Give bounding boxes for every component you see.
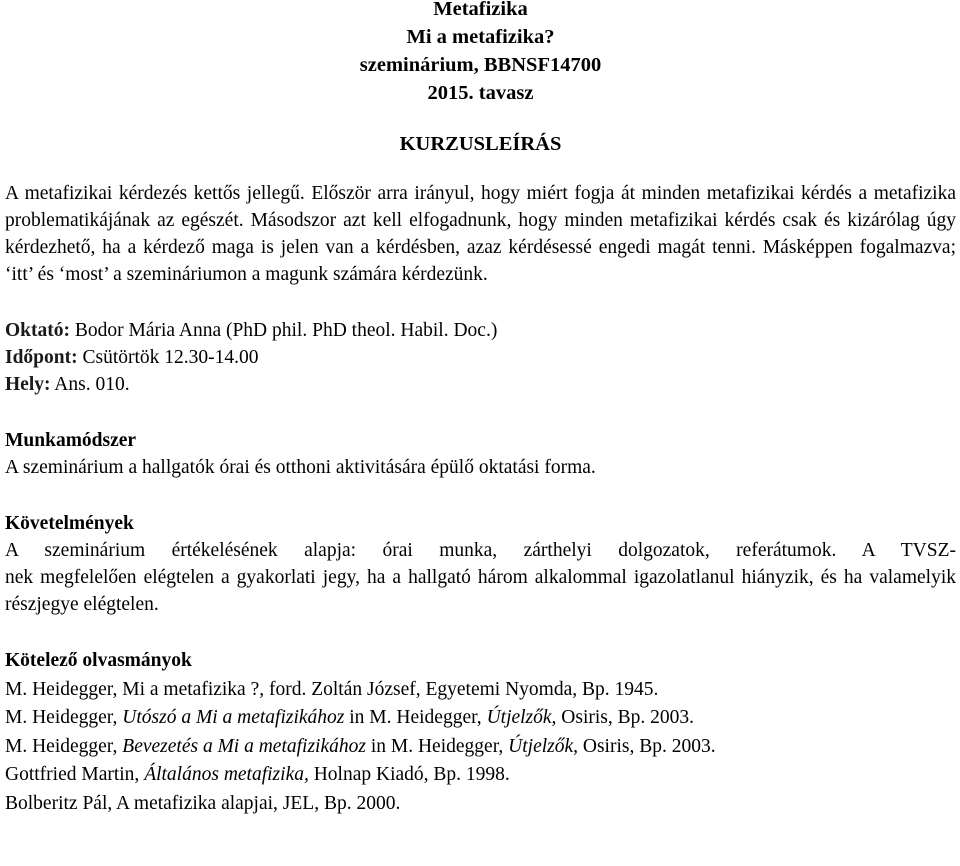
reading-text: M. Heidegger, Mi a metafizika ?, ford. Zoltán József, Egyetemi Nyomda, Bp. 1945.	[5, 678, 659, 700]
method-section	[5, 427, 956, 481]
reading-publisher: Osiris, Bp. 2003.	[578, 735, 716, 757]
reading-title: Bevezetés a Mi a metafizikához	[122, 735, 366, 757]
instructor-row	[5, 317, 956, 344]
reading-author: Gottfried Martin,	[5, 764, 145, 785]
instructor-label: Oktató:	[5, 320, 70, 341]
readings-section	[5, 647, 956, 818]
place-row	[5, 371, 956, 398]
reading-item	[5, 790, 956, 819]
time-label: Időpont:	[5, 347, 78, 368]
reading-item	[5, 761, 956, 790]
course-code: szeminárium, BBNSF14700	[359, 54, 602, 76]
reading-publisher: Osiris, Bp. 2003.	[556, 707, 695, 728]
reading-publisher: Holnap Kiadó, Bp. 1998.	[308, 764, 510, 785]
reading-item	[5, 733, 956, 762]
requirements-text-line1: A szeminárium értékelésének alapja: órai munka, zárthelyi dolgozatok, referátumok. A TVSZ-	[5, 540, 956, 561]
place-label: Hely:	[5, 374, 51, 395]
requirements-text-line2: nek megfelelően elégtelen a gyakorlati jegy, ha a hallgató három alkalommal igazolatlanul hiányzik, és ha valamelyik részjegye elégtelen.	[5, 567, 956, 615]
reading-text: Bolberitz Pál, A metafizika alapjai, JEL, Bp. 2000.	[5, 792, 401, 814]
course-semester: 2015. tavasz	[427, 82, 534, 104]
reading-title: Általános metafizika,	[144, 764, 309, 785]
method-text: A szeminárium a hallgatók órai és otthoni aktivitására épülő oktatási forma.	[5, 457, 596, 478]
reading-in: in M. Heidegger,	[365, 735, 509, 757]
reading-author: M. Heidegger,	[5, 735, 123, 757]
reading-book: Útjelzők,	[486, 707, 557, 728]
reading-item	[5, 704, 956, 733]
reading-book: Útjelzők,	[508, 735, 579, 757]
document-header	[5, 0, 956, 107]
reading-title: Utószó a Mi a metafizikához	[122, 707, 345, 728]
reading-item	[5, 676, 956, 705]
course-subtitle: Mi a metafizika?	[406, 26, 555, 48]
readings-heading: Kötelező olvasmányok	[5, 650, 192, 671]
time-value: Csütörtök 12.30-14.00	[77, 347, 259, 368]
time-row	[5, 344, 956, 371]
method-heading: Munkamódszer	[5, 430, 137, 451]
requirements-section	[5, 510, 956, 618]
reading-author: M. Heidegger,	[5, 707, 123, 728]
course-title: Metafizika	[433, 0, 528, 20]
requirements-heading: Követelmények	[5, 513, 134, 534]
course-info	[5, 317, 956, 398]
instructor-value: Bodor Mária Anna (PhD phil. PhD theol. Habil. Doc.)	[70, 320, 498, 341]
course-description-heading: KURZUSLEÍRÁS	[399, 133, 562, 155]
reading-in: in M. Heidegger,	[344, 707, 487, 728]
place-value: Ans. 010.	[50, 374, 130, 395]
course-description-text: A metafizikai kérdezés kettős jellegű. Először arra irányul, hogy miért fogja át minden metafizikai kérdés a metafizika problematikájának az egészét. Másodszor azt kell elfogadnunk, hogy minden metafizikai kérdés csak és kizárólag úgy kérdezhető, ha a kérdező maga is jelen van a kérdésben, azaz kérdésessé engedi magát tenni. Másképpen fogalmazva; ‘itt’ és ‘most’ a szemináriumon a magunk számára kérdezünk.	[5, 183, 956, 285]
